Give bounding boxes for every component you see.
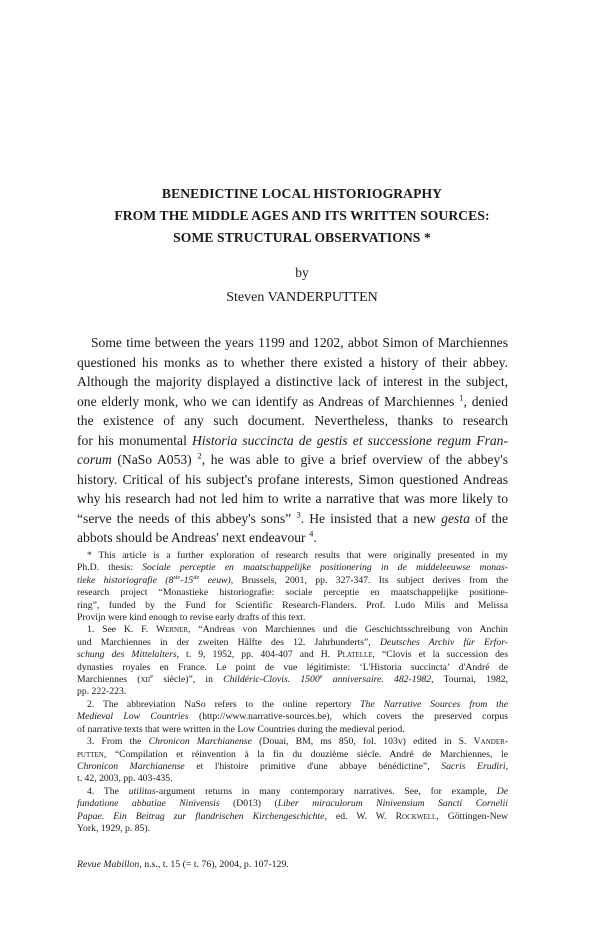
footnote-4: 4. The utilitas-argument returns in many contemporary narratives. See, for example, De xyxy=(87,785,508,797)
footnote-line: t. 42, 2003, pp. 403-435. xyxy=(77,773,173,785)
body-line: Some time between the years 1199 and 1202, abbot Simon of Marchiennes xyxy=(91,335,508,350)
journal-name: Revue Mabillon xyxy=(77,859,140,870)
body-line: the existence of any such document. Nevertheless, thanks to research xyxy=(77,413,508,428)
footnote-line: fundatione abbatiae Ninivensis (D013) (Liber miraculorum Ninivensium Sancti Cornelii xyxy=(77,798,508,810)
footnote-line: dynasties royales en France. Le point de vue légitimiste: ‘L'Historia succincta’ d'André de xyxy=(77,661,508,673)
body-line: Although the majority displayed a distinctive lack of interest in the subject, xyxy=(77,374,508,389)
body-line: “serve the needs of this abbey's sons” $^3$. He insisted that a new gesta of the xyxy=(77,508,508,526)
body-line: questioned his monks as to whether there existed a history of their abbey. xyxy=(77,354,508,370)
footnote-line: Marchiennes (xii$^e$ siècle)”, in Childéric-Clovis. 1500e anniversaire. 482-1982, Tournai, 1982, xyxy=(77,674,508,686)
footnote-line: Chronicon Marchianense et l'histoire primitive d'une abbaye bénédictine”, Sacris Erudiri, xyxy=(77,760,508,772)
journal-citation: Revue Mabillon, n.s., t. 15 (= t. 76), 2004, p. 107-129. xyxy=(77,859,289,870)
footnote-line: research project “Monastieke historiografie: sociale perceptie en maatschappelijke positione- xyxy=(77,587,508,599)
body-line: abbots should be Andreas' next endeavour $^4$. xyxy=(77,528,317,545)
footnote-line: York, 1929, p. 85). xyxy=(77,822,151,834)
footnote-line: tieke historiografie (8ste-15de eeuw), Brussels, 2001, pp. 327-347. Its subject derives from the xyxy=(77,574,508,586)
body-line: corum (NaSo A053) $^2$, he was able to give a brief overview of the abbey's xyxy=(77,450,508,467)
footnote-line: Provijn were kind enough to revise early drafts of this text. xyxy=(77,612,306,624)
footnote-line: pp. 222-223. xyxy=(77,686,127,698)
author-name: Steven VANDERPUTTEN xyxy=(226,290,378,305)
body-line: one elderly monk, who we can identify as Andreas of Marchiennes $^1$, denied xyxy=(77,391,508,409)
footnote-2: 2. The abbreviation NaSo refers to the online repertory The Narrative Sources from the xyxy=(87,698,508,710)
title-line-1: BENEDICTINE LOCAL HISTORIOGRAPHY xyxy=(161,186,443,201)
footnote-ref-1[interactable]: 1 xyxy=(459,391,464,402)
footnote-star: * This article is a further exploration of research results that were originally presented in my xyxy=(87,550,508,561)
article-title xyxy=(60,183,544,249)
footnote-ref-4[interactable]: 4 xyxy=(308,528,314,539)
footnotes xyxy=(77,550,508,835)
body-paragraph xyxy=(77,333,508,548)
footnote-line: schung des Mittelalters, t. 9, 1952, pp. 404-407 and H. Platelle, “Clovis et la succession des xyxy=(77,649,508,661)
footnote-1: 1. See K. F. Werner, “Andreas von Marchiennes und die Geschichtsschreibung von Anchin xyxy=(87,624,508,636)
footnote-line: Papae. Ein Beitrag zur flandrischen Kirchengeschichte, ed. W. W. Rockwell, Göttingen-New xyxy=(77,810,508,822)
footnote-line: Ph.D. thesis: Sociale perceptie en maatschappelijke positionering in de middeleeuwse monas- xyxy=(77,562,508,574)
title-line-3: SOME STRUCTURAL OBSERVATIONS * xyxy=(173,230,431,245)
body-line: for his monumental Historia succincta de gestis et successione regum Fran- xyxy=(77,432,508,448)
title-line-2: FROM THE MIDDLE AGES AND ITS WRITTEN SOURCES: xyxy=(114,208,490,223)
footnote-line: und Marchiennes in der zweiten Hälfte des 12. Jahrhunderts”, Deutsches Archiv für Erfor- xyxy=(77,636,508,648)
footnote-3: 3. From the Chronicon Marchianense (Douai, BM, ms 850, fol. 103v) edited in S. Vander- xyxy=(87,736,508,748)
footnote-ref-2[interactable]: 2 xyxy=(197,450,202,461)
footnote-line: putten, “Compilation et réinvention à la fin du douzième siècle. André de Marchiennes, le xyxy=(77,748,508,760)
footnote-line: Medieval Low Countries (http://www.narrative-sources.be), which covers the preserved corpus xyxy=(77,711,508,723)
footnote-line: ring”, funded by the Fund for Scientific Research-Flanders. Prof. Ludo Milis and Melissa xyxy=(77,599,508,611)
body-line: why his research had not led him to write a narrative that was more likely to xyxy=(77,491,508,506)
footnote-line: of narrative texts that were written in the Low Countries during the medieval period. xyxy=(77,723,405,735)
byline: by xyxy=(295,265,309,280)
body-line: history. Critical of his subject's profane interests, Simon questioned Andreas xyxy=(77,471,508,487)
footnote-ref-3[interactable]: 3 xyxy=(296,508,301,519)
